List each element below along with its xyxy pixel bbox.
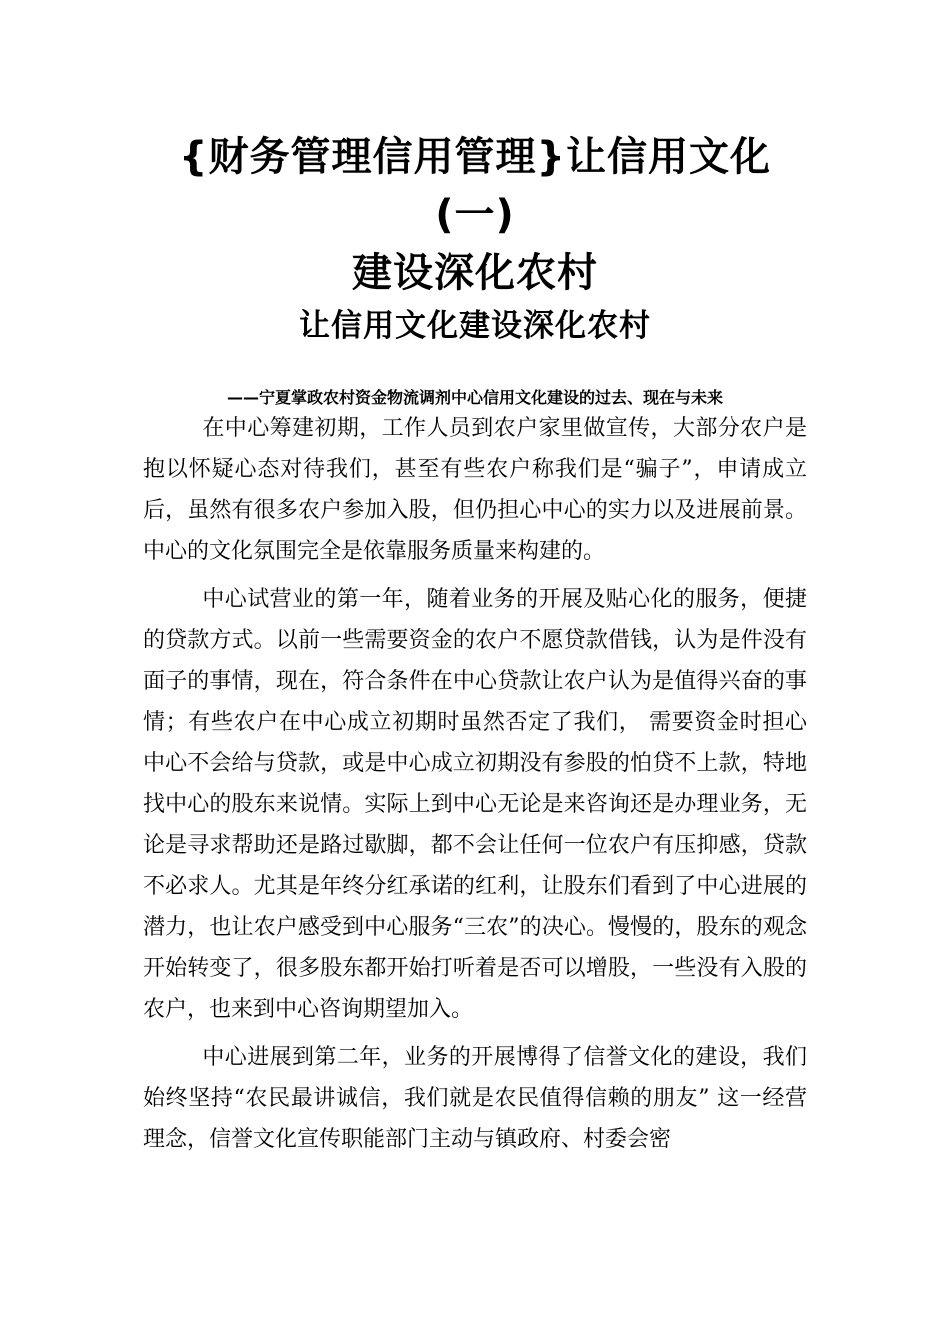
paragraph-2: 中心试营业的第一年，随着业务的开展及贴心化的服务，便捷的贷款方式。以前一些需要资金的农户不愿贷款借钱，认为是件没有面子的事情，现在，符合条件在中心贷款让农户认为是值得兴奋的事情；有些农户在中心成立初期时虽然否定了我们， 需要资金时担心中心不会给与贷款，或是中心成立初期没有参股的怕贷不上款，特地找中心的股东来说情。实际上到中心无论是来咨询还是办理业务，无论是寻求帮助还是路过歇脚，都不会让任何一位农户有压抑感，贷款不必求人。尤其是年终分红承诺的红利，让股东们看到了中心进展的潜力，也让农户感受到中心服务“三农”的决心。慢慢的，股东的观念开始转变了，很多股东都开始打听着是否可以增股，一些没有入股的农户，也来到中心咨询期望加入。 (143, 587, 807, 1022)
document-subtitle: 让信用文化建设深化农村 (299, 308, 651, 344)
paragraph-3: 中心进展到第二年，业务的开展博得了信誉文化的建设，我们始终坚持“农民最讲诚信，我们就是农民值得信赖的朋友” 这一经营理念，信誉文化宣传职能部门主动与镇政府、村委会密 (143, 1045, 807, 1152)
title-line-2: (一) (435, 192, 515, 238)
title-line-1: {财务管理信用管理}让信用文化 (179, 134, 771, 180)
document-title (0, 128, 950, 348)
title-line-3: 建设深化农村 (352, 250, 598, 296)
paragraph-1: 在中心筹建初期，工作人员到农户家里做宣传，大部分农户是抱以怀疑心态对待我们，甚至有些农户称我们是“骗子”，申请成立后，虽然有很多农户参加入股，但仍担心中心的实力以及进展前景。中心的文化氛围完全是依靠服务质量来构建的。 (143, 416, 807, 564)
document-byline: ——宁夏掌政农村资金物流调剂中心信用文化建设的过去、现在与未来 (226, 388, 723, 407)
body-text (143, 408, 807, 1167)
